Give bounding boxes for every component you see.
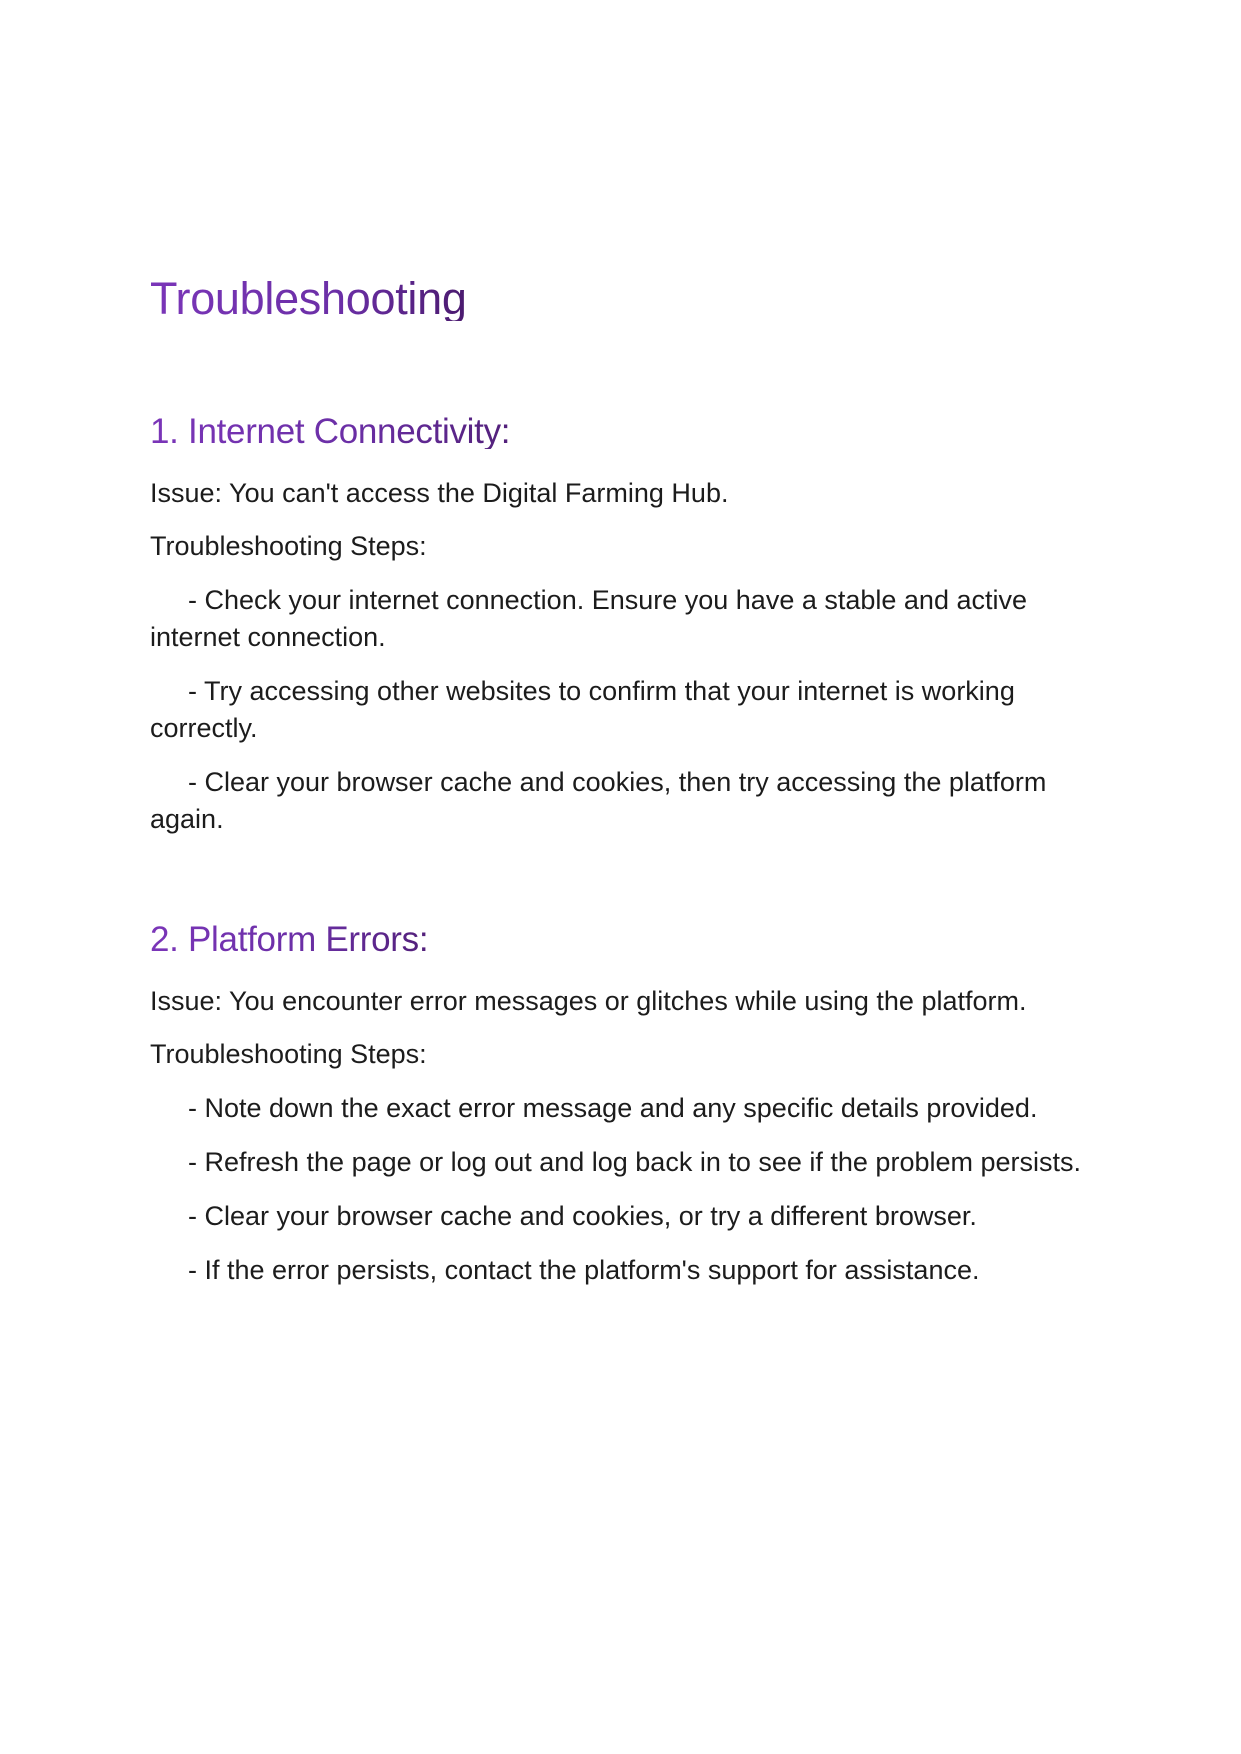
step-item: - Refresh the page or log out and log back in to see if the problem persists.: [188, 1147, 1082, 1177]
issue-text: Issue: You encounter error messages or glitches while using the platform.: [150, 986, 1027, 1016]
step-item: - Note down the exact error message and any specific details provided.: [188, 1093, 1038, 1123]
section-internet-connectivity: [150, 414, 1090, 838]
step-item: - Check your internet connection. Ensure you have a stable and active internet connection.: [150, 585, 1027, 652]
step-item: - Try accessing other websites to confirm that your internet is working correctly.: [150, 676, 1015, 743]
steps-label: Troubleshooting Steps:: [150, 531, 427, 561]
section-heading: 2. Platform Errors:: [150, 920, 429, 959]
page-title: Troubleshooting: [150, 273, 467, 324]
step-item: - Clear your browser cache and cookies, or try a different browser.: [188, 1201, 977, 1231]
section-heading: 1. Internet Connectivity:: [150, 412, 511, 451]
section-platform-errors: [150, 922, 1090, 1289]
step-item: - If the error persists, contact the platform's support for assistance.: [188, 1255, 980, 1285]
issue-text: Issue: You can't access the Digital Farming Hub.: [150, 478, 729, 508]
steps-label: Troubleshooting Steps:: [150, 1039, 427, 1069]
step-item: - Clear your browser cache and cookies, then try accessing the platform again.: [150, 767, 1047, 834]
